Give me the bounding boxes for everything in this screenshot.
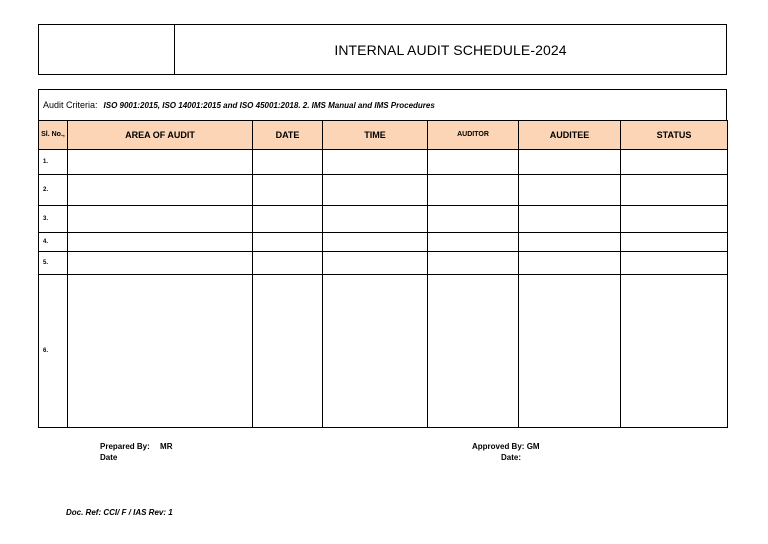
cell-auditee[interactable] <box>519 206 621 233</box>
row-number: 1. <box>39 150 68 175</box>
audit-criteria-label: Audit Criteria: <box>43 100 98 110</box>
col-header-area: AREA OF AUDIT <box>68 121 253 150</box>
cell-area[interactable] <box>68 206 253 233</box>
cell-status[interactable] <box>621 275 728 428</box>
table-row <box>39 150 728 175</box>
cell-time[interactable] <box>323 150 428 175</box>
col-header-auditee: AUDITEE <box>519 121 621 150</box>
cell-time[interactable] <box>323 252 428 275</box>
cell-auditor[interactable] <box>428 233 519 252</box>
cell-auditor[interactable] <box>428 275 519 428</box>
cell-status[interactable] <box>621 150 728 175</box>
cell-area[interactable] <box>68 252 253 275</box>
row-number: 5. <box>39 252 68 275</box>
audit-schedule-table <box>38 120 728 428</box>
cell-auditor[interactable] <box>428 175 519 206</box>
table-header-row <box>39 121 728 150</box>
table-row <box>39 252 728 275</box>
cell-auditee[interactable] <box>519 233 621 252</box>
approved-by-block <box>472 441 540 463</box>
audit-criteria-text: ISO 9001:2015, ISO 14001:2015 and ISO 45001:2018. 2. IMS Manual and IMS Procedures <box>103 100 435 110</box>
cell-auditee[interactable] <box>519 275 621 428</box>
cell-time[interactable] <box>323 275 428 428</box>
col-header-auditor: AUDITOR <box>428 121 519 150</box>
cell-time[interactable] <box>323 206 428 233</box>
cell-auditor[interactable] <box>428 150 519 175</box>
cell-date[interactable] <box>253 233 323 252</box>
cell-time[interactable] <box>323 233 428 252</box>
col-header-sl-no: Sl. No., <box>39 121 68 150</box>
document-title: INTERNAL AUDIT SCHEDULE-2024 <box>334 41 567 58</box>
document-reference: Doc. Ref: CCI/ F / IAS Rev: 1 <box>66 508 173 517</box>
table-row <box>39 175 728 206</box>
cell-area[interactable] <box>68 275 253 428</box>
cell-date[interactable] <box>253 252 323 275</box>
col-header-date: DATE <box>253 121 323 150</box>
cell-area[interactable] <box>68 175 253 206</box>
row-number: 6. <box>39 275 68 428</box>
cell-area[interactable] <box>68 233 253 252</box>
cell-date[interactable] <box>253 275 323 428</box>
cell-date[interactable] <box>253 175 323 206</box>
audit-criteria <box>38 89 727 120</box>
cell-auditee[interactable] <box>519 252 621 275</box>
cell-auditor[interactable] <box>428 252 519 275</box>
col-header-time: TIME <box>323 121 428 150</box>
row-number: 2. <box>39 175 68 206</box>
table-row <box>39 233 728 252</box>
cell-auditor[interactable] <box>428 206 519 233</box>
approved-date-label: Date: <box>501 453 522 462</box>
cell-auditee[interactable] <box>519 175 621 206</box>
prepared-by-value: MR <box>160 442 173 451</box>
prepared-by-block <box>100 441 172 463</box>
prepared-date-label: Date <box>100 453 118 462</box>
cell-status[interactable] <box>621 252 728 275</box>
logo-cell <box>39 25 175 74</box>
cell-date[interactable] <box>253 206 323 233</box>
cell-status[interactable] <box>621 233 728 252</box>
col-header-status: STATUS <box>621 121 728 150</box>
cell-status[interactable] <box>621 175 728 206</box>
cell-status[interactable] <box>621 206 728 233</box>
prepared-by-label: Prepared By: <box>100 442 150 451</box>
row-number: 4. <box>39 233 68 252</box>
cell-date[interactable] <box>253 150 323 175</box>
approved-by-label: Approved By: <box>472 442 525 451</box>
cell-auditee[interactable] <box>519 150 621 175</box>
table-row <box>39 275 728 428</box>
cell-time[interactable] <box>323 175 428 206</box>
row-number: 3. <box>39 206 68 233</box>
cell-area[interactable] <box>68 150 253 175</box>
approved-by-value: GM <box>526 442 540 451</box>
header-box <box>38 24 727 75</box>
table-row <box>39 206 728 233</box>
